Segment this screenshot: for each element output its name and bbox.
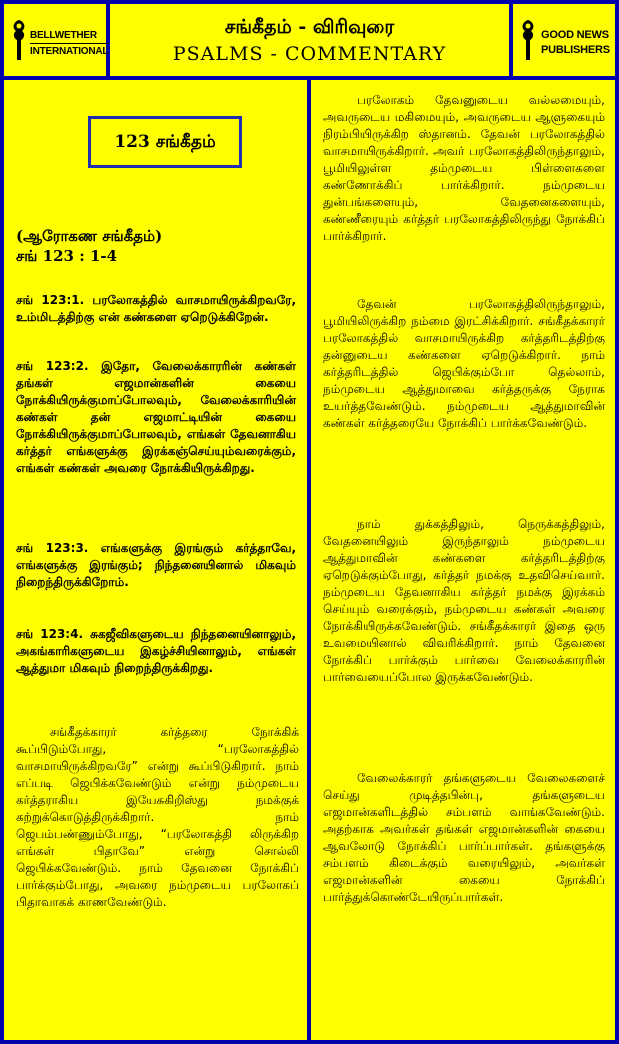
ram-icon xyxy=(519,18,537,62)
verse-1: சங் 123:1. பரலோகத்தில் வாசமாயிருக்கிறவரே, உம்மிடத்திற்கு என் கண்களை ஏறெடுக்கிறேன். xyxy=(16,293,296,324)
logo-line-2: PUBLISHERS xyxy=(541,44,610,56)
good-news-logo xyxy=(519,16,611,66)
verse-3: சங் 123:3. எங்களுக்கு இரங்கும் கர்த்தாவே, எங்களுக்கு இரங்கும்; நிந்தனையினால் மிகவும் நிறைந்திருக்கிறோம். xyxy=(16,541,296,589)
left-column xyxy=(4,80,307,1040)
good-news-logo-panel xyxy=(513,4,615,76)
page-title-english: PSALMS - COMMENTARY xyxy=(172,43,447,65)
title-panel xyxy=(110,4,509,76)
bellwether-logo xyxy=(10,16,109,66)
page-title-tamil: சங்கீதம் - விரிவுரை xyxy=(224,16,395,38)
psalm-heading: 123 சங்கீதம் xyxy=(88,116,242,168)
logo-line-2: INTERNATIONAL xyxy=(30,43,108,59)
right-column xyxy=(311,80,615,1040)
ram-icon xyxy=(10,18,28,62)
commentary-paragraph-3: நாம் துக்கத்திலும், நெருக்கத்திலும், வேதனையிலும் இருந்தாலும் நம்முடைய ஆத்துமாவின் கண்களை கர்த்தரிடத்திற்கு ஏறெடுக்கும்போது, கர்த்தர் நமக்கு உதவிசெய்வார். நம்முடைய தேவனாகிய கர்த்தர் நமக்கு இரக்கம் செய்யும் வரைக்கும், நம்முடைய கண்கள் அவரை நோக்கியிருக்கவேண்டும். சங்கீதக்காரர் இதை ஒரு உவமையினால் விவரிக்கிறார். நாம் தேவனை நோக்கிப் பார்க்கும் பார்வை வேலைக்காரரின் பார்வையைப்போல இருக்கவேண்டும். xyxy=(323,517,605,684)
verse-4: சங் 123:4. சுகஜீவிகளுடைய நிந்தனையினாலும், அகங்காரிகளுடைய இகழ்ச்சியினாலும், எங்கள் ஆத்துமா மிகவும் நிறைந்திருக்கிறது. xyxy=(16,627,296,675)
logo-line-1: GOOD NEWS xyxy=(541,29,609,41)
commentary-paragraph-1: பரலோகம் தேவனுடைய வல்லமையும், அவருடைய மகிமையும், அவருடைய ஆளுகையும் நிரம்பியிருக்கிற ஸ்தானம். தேவன் பரலோகத்தில் வாசமாயிருக்கிறார். அவர் பரலோகத்திலிருந்தாலும், பூமியிலுள்ள தம்முடைய பிள்ளைகளை கண்ணோக்கிப் பார்க்கிறார். நம்முடைய துன்பங்களையும், வேதனைகளையும், கண்ணீரையும் கர்த்தர் பரலோகத்திலிருந்து நோக்கிப் பார்க்கிறார். xyxy=(323,93,605,243)
commentary-paragraph-2: தேவன் பரலோகத்திலிருந்தாலும், பூமியிலிருக்கிற நம்மை இரட்சிக்கிறார். சங்கீதக்காரர் பரலோகத்தில் வாசமாயிருக்கிற கர்த்தரிடத்திற்கு தன்னுடைய கண்களை ஏறெடுக்கிறார். நாம் கர்த்தரிடத்தில் ஜெபிக்கும்போ தெல்லாம், நம்முடைய ஆத்துமாவை கர்த்தருக்கு நேராக உயர்த்தவேண்டும். நம்முடைய ஆத்துமாவின் கண்கள் கர்த்தரையே நோக்கிப் பார்க்கவேண்டும். xyxy=(323,297,605,430)
subtitle-line-2: சங் 123 : 1-4 xyxy=(16,247,118,265)
verse-2: சங் 123:2. இதோ, வேலைக்காரரின் கண்கள் தங்கள் எஜமான்களின் கையை நோக்கியிருக்குமாப்போலவும், வேலைக்காரியின் கண்கள் தன் எஜமாட்டியின் கையை நோக்கியிருக்குமாப்போலவும், எங்கள் தேவனாகிய கர்த்தர் எங்களுக்கு இரக்கஞ்செய்யும்வரைக்கும், எங்கள் கண்கள் அவரை நோக்கியிருக்கிறது. xyxy=(16,359,296,475)
subtitle-line-1: (ஆரோகண சங்கீதம்) xyxy=(16,227,163,245)
commentary-paragraph-4: வேலைக்காரர் தங்களுடைய வேலைகளைச் செய்து முடித்தபின்பு, தங்களுடைய எஜமான்களிடத்தில் சம்பளம் வாங்கவேண்டும். அதற்காக அவர்கள் தங்கள் எஜமான்களின் கையை ஆவலோடு நோக்கிப் பார்ப்பார்கள். தங்களுக்கு சம்பளம் கிடைக்கும் வரையிலும், அவர்கள் எஜமான்களின் கையை நோக்கிப் பார்த்துக்கொண்டேயிருப்பார்கள். xyxy=(323,771,605,904)
logo-line-1: BELLWETHER xyxy=(30,30,97,41)
commentary-paragraph: சங்கீதக்காரர் கர்த்தரை நோக்கிக் கூப்பிடும்போது, “பரலோகத்தில் வாசமாயிருக்கிறவரே” என்று கூப்பிடுகிறார். நாம் எப்படி ஜெபிக்கவேண்டும் என்று நம்முடைய கர்த்தராகிய இயேசுகிறிஸ்து நமக்குக் கற்றுக்கொடுத்திருக்கிறார். நாம் ஜெபம்பண்ணும்போது, “பரலோகத்தி லிருக்கிற எங்கள் பிதாவே” என்று சொல்லி ஜெபிக்கவேண்டும். நாம் தேவனை நோக்கிப் பார்க்கும்போது, அவரை நம்முடைய பரலோகப் பிதாவாகக் காணவேண்டும். xyxy=(16,725,299,909)
bellwether-logo-panel xyxy=(4,4,109,76)
psalm-subtitle xyxy=(16,226,162,266)
